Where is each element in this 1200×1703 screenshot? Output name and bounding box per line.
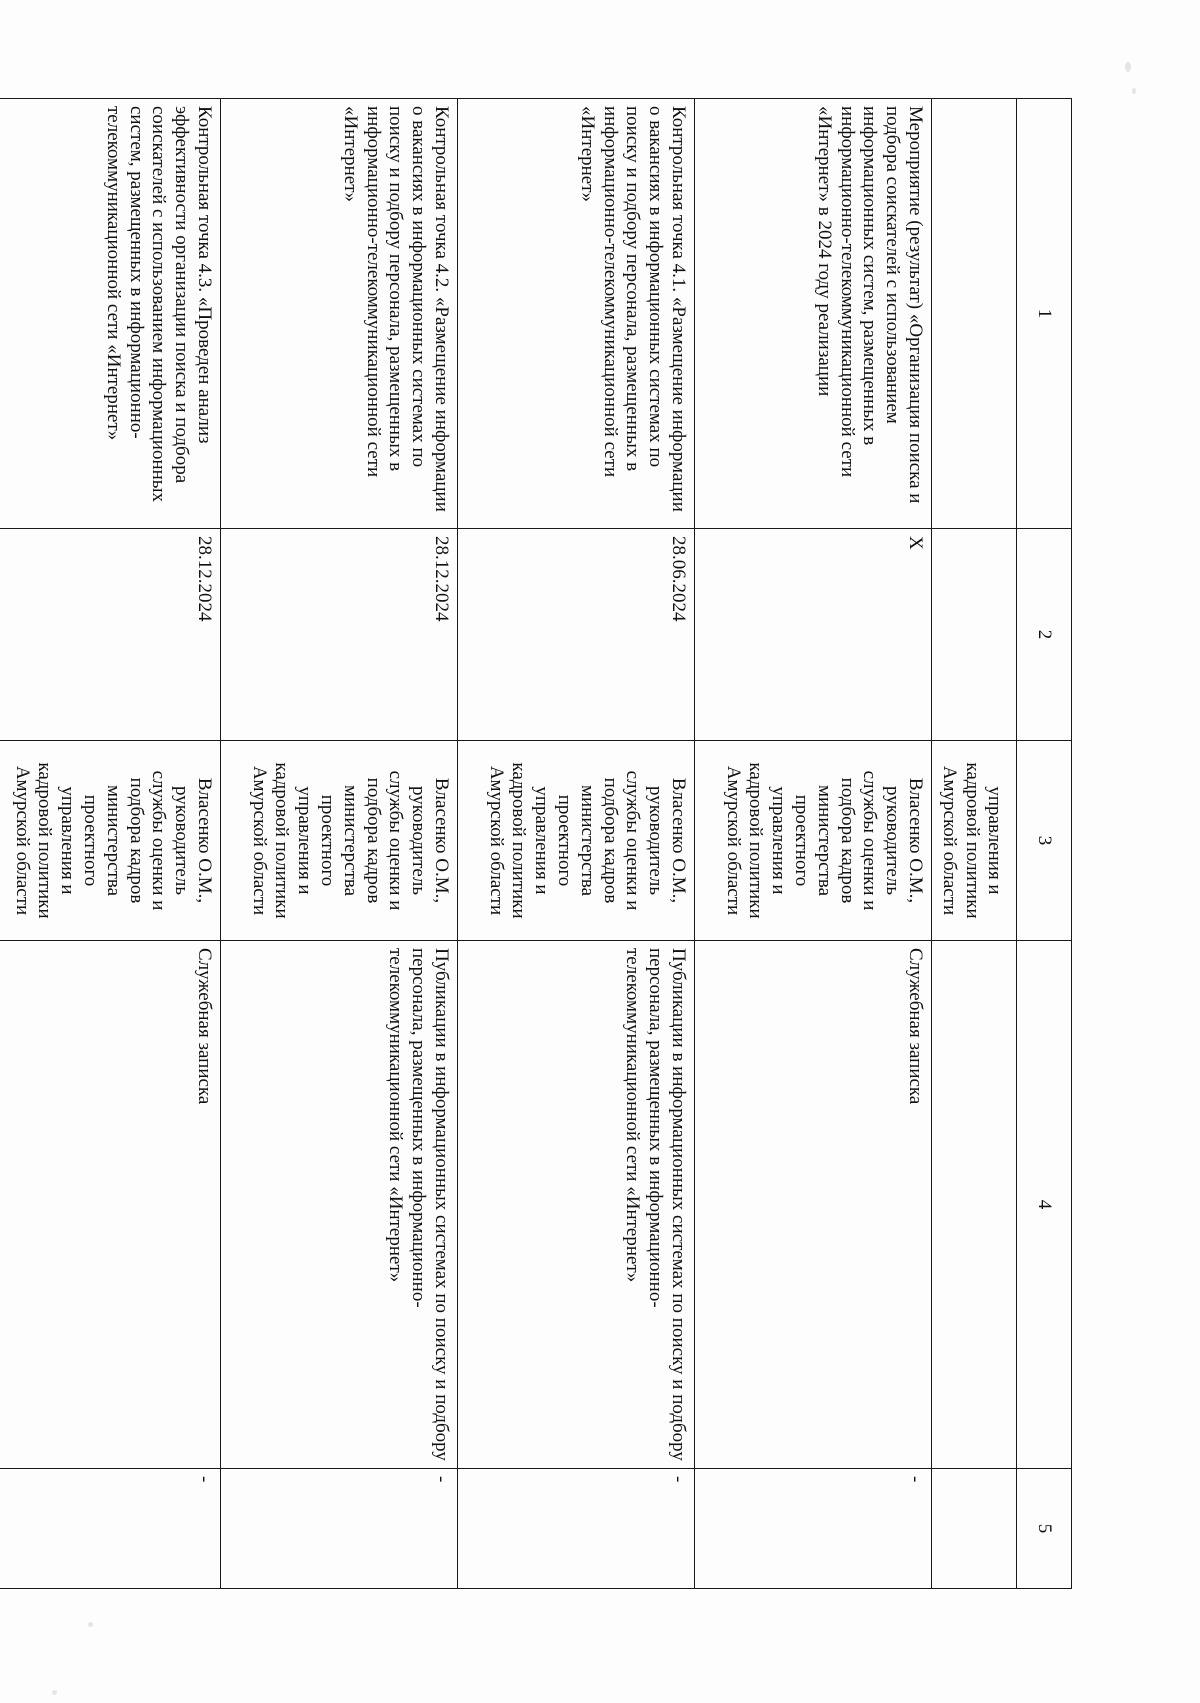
responsible bbox=[458, 741, 695, 941]
responsible-line: проектного bbox=[80, 794, 102, 887]
header-cell-2: 2 bbox=[1017, 529, 1072, 741]
table-row bbox=[458, 99, 695, 1589]
responsible-line: кадровой политики bbox=[745, 762, 767, 919]
responsible-line: кадровой политики bbox=[961, 762, 983, 919]
responsible-line: руководитель bbox=[171, 785, 193, 896]
responsible-line: Амурской области bbox=[722, 765, 744, 916]
responsible-line: кадровой политики bbox=[34, 762, 56, 919]
responsible-line: министерства bbox=[102, 784, 124, 897]
scan-speck bbox=[1125, 62, 1131, 72]
table-row bbox=[695, 99, 932, 1589]
scan-speck bbox=[88, 1622, 93, 1627]
responsible-line: службы оценки и bbox=[622, 770, 644, 911]
deadline: 28.12.2024 bbox=[221, 529, 458, 741]
scan-speck bbox=[1132, 88, 1136, 94]
document-type: Публикации в информационных системах по поиску и подбору персонала, размещенных в информационно-телекоммуникационной сети «Интернет» bbox=[221, 941, 458, 1469]
responsible-line: Амурской области bbox=[485, 765, 507, 916]
table-header-row bbox=[1017, 99, 1072, 1589]
responsible-line: подбора кадров bbox=[836, 777, 858, 904]
responsible-line: управления и bbox=[531, 786, 553, 895]
responsible-line: управления и bbox=[294, 786, 316, 895]
responsible-line: управления и bbox=[57, 786, 79, 895]
responsible-line: руководитель bbox=[408, 785, 430, 896]
responsible-line: министерства bbox=[576, 784, 598, 897]
responsible-line: кадровой политики bbox=[271, 762, 293, 919]
continuation-col5 bbox=[932, 1469, 1017, 1589]
rotated-table-sheet bbox=[11, 98, 1072, 1588]
continuation-col2 bbox=[932, 529, 1017, 741]
responsible-line: кадровой политики bbox=[508, 762, 530, 919]
control-point-title: Контрольная точка 4.3. «Проведен анализ эффективности организации поиска и подбора соискателей с использованием информационных систем, размещенных в информационно-телекоммуникационной сети «Интернет» bbox=[0, 99, 221, 529]
deadline: X bbox=[695, 529, 932, 741]
info-system: - bbox=[695, 1469, 932, 1589]
table-row bbox=[0, 99, 221, 1589]
info-system: - bbox=[221, 1469, 458, 1589]
responsible-line: проектного bbox=[317, 794, 339, 887]
continuation-responsible bbox=[932, 741, 1017, 941]
deadline: 28.12.2024 bbox=[0, 529, 221, 741]
responsible-line: Власенко О.М., bbox=[194, 777, 215, 904]
continuation-col1 bbox=[932, 99, 1017, 529]
event-title: Мероприятие (результат) «Организация поиска и подбора соискателей с использованием информационных систем, размещенных в информационно-телекоммуникационной сети «Интернет» в 2024 году реализации bbox=[695, 99, 932, 529]
scan-speck bbox=[52, 1690, 57, 1695]
header-cell-1: 1 bbox=[1017, 99, 1072, 529]
responsible-line: службы оценки и bbox=[385, 770, 407, 911]
control-point-title: Контрольная точка 4.2. «Размещение информации о вакансиях в информационных системах по поиску и подбору персонала, размещенных в информационно-телекоммуникационной сети «Интернет» bbox=[221, 99, 458, 529]
continuation-col4 bbox=[932, 941, 1017, 1469]
responsible-line: Власенко О.М., bbox=[905, 777, 926, 904]
responsible-line: подбора кадров bbox=[125, 777, 147, 904]
header-cell-3: 3 bbox=[1017, 741, 1072, 941]
responsible-line: руководитель bbox=[882, 785, 904, 896]
header-cell-4: 4 bbox=[1017, 941, 1072, 1469]
responsible-line: министерства bbox=[813, 784, 835, 897]
info-system: - bbox=[0, 1469, 221, 1589]
responsible-line: Власенко О.М., bbox=[431, 777, 452, 904]
responsible bbox=[695, 741, 932, 941]
responsible-line: министерства bbox=[339, 784, 361, 897]
info-system: - bbox=[458, 1469, 695, 1589]
responsible bbox=[0, 741, 221, 941]
responsible-line: проектного bbox=[791, 794, 813, 887]
responsible-line: управления и bbox=[984, 786, 1006, 895]
responsible-line: Амурской области bbox=[938, 765, 960, 916]
responsible-line: Амурской области bbox=[248, 765, 270, 916]
document-type: Публикации в информационных системах по поиску и подбору персонала, размещенных в информационно-телекоммуникационной сети «Интернет» bbox=[458, 941, 695, 1469]
table-row bbox=[221, 99, 458, 1589]
document-type: Служебная записка bbox=[0, 941, 221, 1469]
responsible-line: подбора кадров bbox=[599, 777, 621, 904]
responsible-line: службы оценки и bbox=[859, 770, 881, 911]
deadline: 28.06.2024 bbox=[458, 529, 695, 741]
responsible-line: службы оценки и bbox=[148, 770, 170, 911]
responsible-line: Власенко О.М., bbox=[668, 777, 689, 904]
responsible-line: проектного bbox=[554, 794, 576, 887]
responsible-line: подбора кадров bbox=[362, 777, 384, 904]
responsible-line: Амурской области bbox=[11, 765, 33, 916]
header-cell-5: 5 bbox=[1017, 1469, 1072, 1589]
plan-table bbox=[0, 98, 1072, 1589]
responsible bbox=[221, 741, 458, 941]
document-type: Служебная записка bbox=[695, 941, 932, 1469]
responsible-line: управления и bbox=[768, 786, 790, 895]
responsible-line: руководитель bbox=[645, 785, 667, 896]
control-point-title: Контрольная точка 4.1. «Размещение информации о вакансиях в информационных системах по поиску и подбору персонала, размещенных в информационно-телекоммуникационной сети «Интернет» bbox=[458, 99, 695, 529]
continuation-row bbox=[932, 99, 1017, 1589]
